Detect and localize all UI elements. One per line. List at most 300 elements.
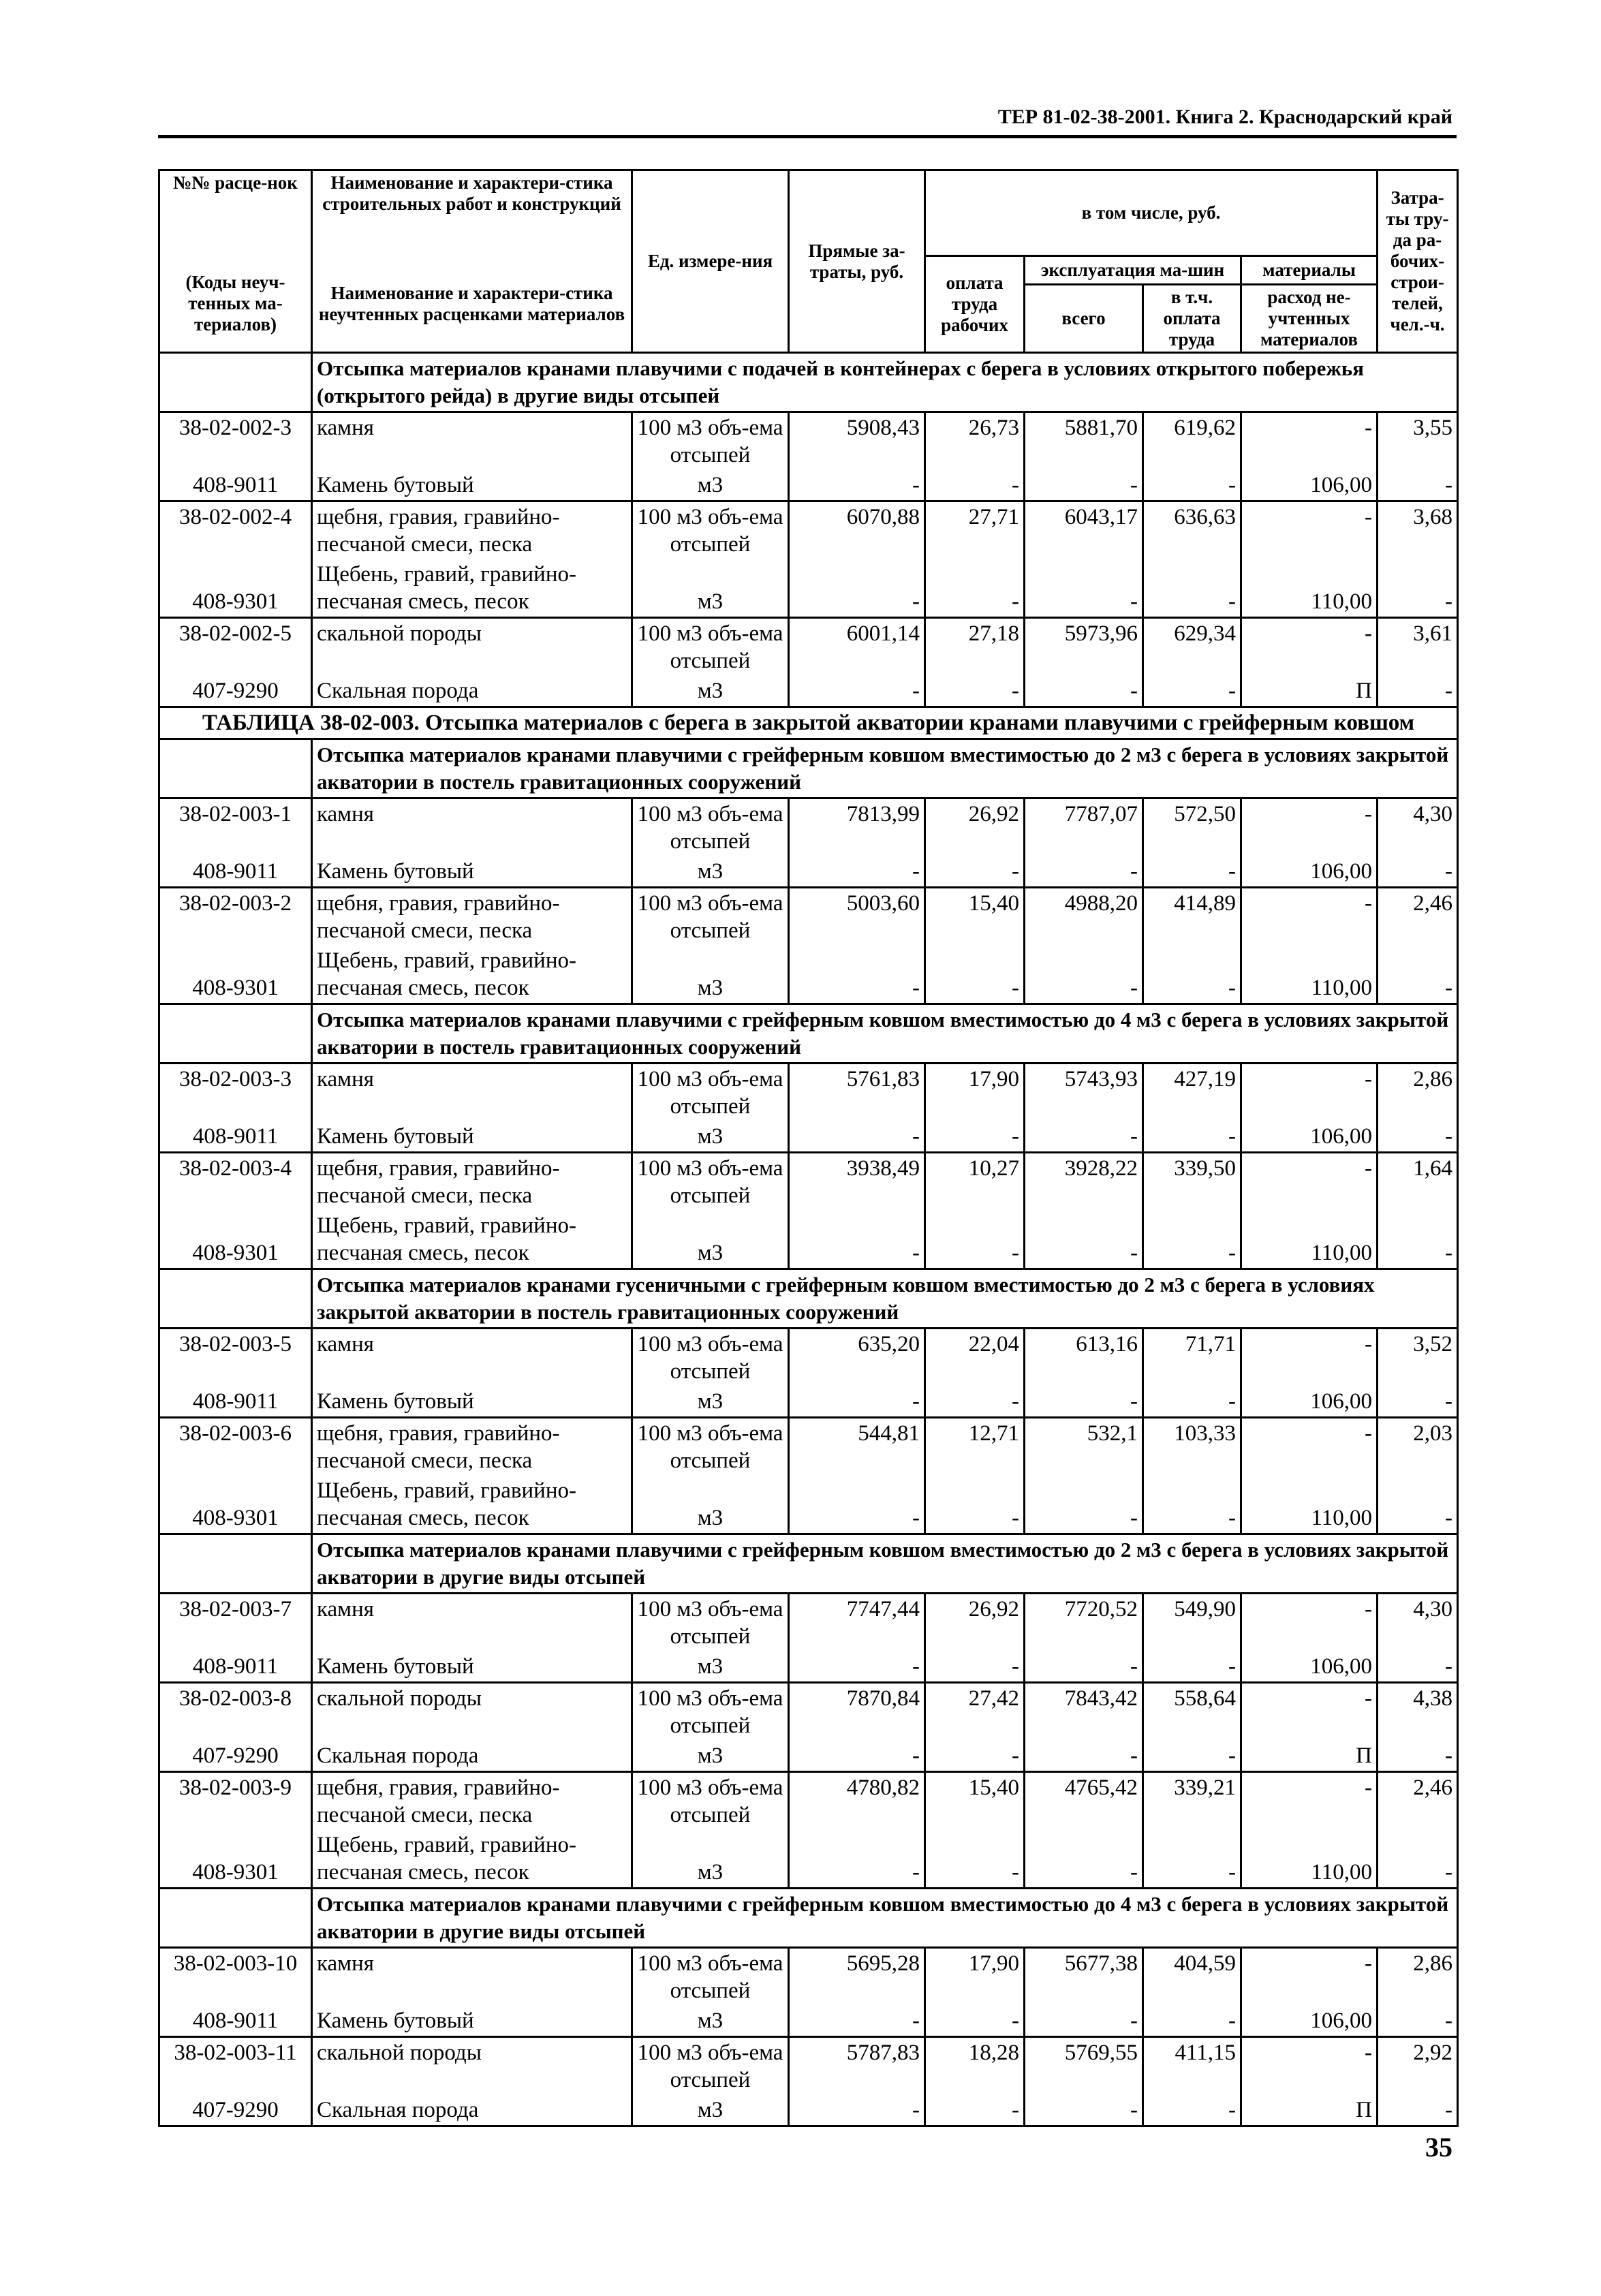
machines-total: 4988,20 bbox=[1025, 888, 1143, 946]
item-name: Щебень, гравий, гравийно-песчаная смесь, песок bbox=[312, 1830, 632, 1889]
header-machines-total: всего bbox=[1025, 285, 1143, 353]
material-row bbox=[159, 1741, 1458, 1772]
labor-pay: 26,92 bbox=[925, 1594, 1025, 1652]
direct-costs: - bbox=[789, 1121, 925, 1153]
labor-cost: - bbox=[1378, 1830, 1458, 1889]
item-name: Щебень, гравий, гравийно-песчаная смесь, песок bbox=[312, 946, 632, 1004]
unit: м3 bbox=[632, 856, 789, 888]
machines-total: - bbox=[1025, 1651, 1143, 1683]
materials-consumption: 106,00 bbox=[1241, 1386, 1378, 1418]
section-title: Отсыпка материалов кранами плавучими с грейферным ковшом вместимостью до 4 м3 с берега в условиях закрытой акватории в постель гравитационных сооружений bbox=[312, 1004, 1458, 1064]
item-name: Камень бутовый bbox=[312, 856, 632, 888]
materials-consumption: П bbox=[1241, 2095, 1378, 2126]
materials-consumption: 106,00 bbox=[1241, 2006, 1378, 2037]
unit: м3 bbox=[632, 1476, 789, 1534]
section-heading-row bbox=[159, 1889, 1458, 1948]
item-name: камня bbox=[312, 1329, 632, 1387]
direct-costs: - bbox=[789, 470, 925, 501]
machines-labor: 71,71 bbox=[1143, 1329, 1241, 1387]
labor-cost: 2,46 bbox=[1378, 1772, 1458, 1831]
machines-total: 7720,52 bbox=[1025, 1594, 1143, 1652]
machines-labor: - bbox=[1143, 559, 1241, 618]
unit: м3 bbox=[632, 676, 789, 707]
item-name: Камень бутовый bbox=[312, 470, 632, 501]
item-name: щебня, гравия, гравийно-песчаной смеси, песка bbox=[312, 1772, 632, 1831]
labor-cost: 1,64 bbox=[1378, 1153, 1458, 1211]
section-empty-cell bbox=[159, 1534, 312, 1594]
materials-consumption: - bbox=[1241, 1418, 1378, 1476]
direct-costs: - bbox=[789, 1830, 925, 1889]
machines-total: 6043,17 bbox=[1025, 501, 1143, 560]
section-heading-row bbox=[159, 1269, 1458, 1329]
labor-cost: - bbox=[1378, 676, 1458, 707]
item-name: Щебень, гравий, гравийно-песчаная смесь, песок bbox=[312, 559, 632, 618]
unit: 100 м3 объ-ема отсыпей bbox=[632, 1064, 789, 1122]
labor-cost: - bbox=[1378, 856, 1458, 888]
unit: 100 м3 объ-ема отсыпей bbox=[632, 1772, 789, 1831]
section-heading-row bbox=[159, 353, 1458, 412]
materials-consumption: - bbox=[1241, 618, 1378, 677]
machines-total: - bbox=[1025, 1121, 1143, 1153]
labor-pay: 15,40 bbox=[925, 1772, 1025, 1831]
table-title: ТАБЛИЦА 38-02-003. Отсыпка материалов с берега в закрытой акватории кранами плавучими с грейферным ковшом bbox=[159, 707, 1458, 739]
page-number: 35 bbox=[1425, 2132, 1452, 2162]
machines-labor: - bbox=[1143, 2006, 1241, 2037]
rate-code: 38-02-003-10 bbox=[159, 1948, 312, 2006]
direct-costs: 5787,83 bbox=[789, 2037, 925, 2096]
machines-labor: - bbox=[1143, 1476, 1241, 1534]
machines-labor: - bbox=[1143, 1211, 1241, 1269]
labor-pay: - bbox=[925, 470, 1025, 501]
machines-labor: - bbox=[1143, 1386, 1241, 1418]
item-name: Камень бутовый bbox=[312, 1651, 632, 1683]
labor-pay: - bbox=[925, 946, 1025, 1004]
work-row bbox=[159, 798, 1458, 857]
rate-code: 408-9301 bbox=[159, 1830, 312, 1889]
machines-total: - bbox=[1025, 946, 1143, 1004]
work-row bbox=[159, 501, 1458, 560]
item-name: камня bbox=[312, 1064, 632, 1122]
machines-total: 5743,93 bbox=[1025, 1064, 1143, 1122]
labor-pay: 10,27 bbox=[925, 1153, 1025, 1211]
rate-code: 408-9011 bbox=[159, 1651, 312, 1683]
header-code-materials: (Коды неуч-тенных ма-териалов) bbox=[159, 256, 312, 353]
machines-labor: 411,15 bbox=[1143, 2037, 1241, 2096]
machines-total: - bbox=[1025, 1830, 1143, 1889]
item-name: скальной породы bbox=[312, 1683, 632, 1741]
header-name-materials: Наименование и характери-стика неучтенных расценками материалов bbox=[312, 256, 632, 353]
rate-code: 38-02-003-11 bbox=[159, 2037, 312, 2096]
rate-code: 408-9011 bbox=[159, 2006, 312, 2037]
labor-cost: 2,46 bbox=[1378, 888, 1458, 946]
machines-labor: - bbox=[1143, 1830, 1241, 1889]
materials-consumption: - bbox=[1241, 1153, 1378, 1211]
labor-pay: - bbox=[925, 1386, 1025, 1418]
unit: м3 bbox=[632, 1386, 789, 1418]
material-row bbox=[159, 2095, 1458, 2126]
rate-code: 38-02-003-2 bbox=[159, 888, 312, 946]
machines-labor: 414,89 bbox=[1143, 888, 1241, 946]
labor-pay: 15,40 bbox=[925, 888, 1025, 946]
running-header: ТЕР 81-02-38-2001. Книга 2. Краснодарский край bbox=[997, 106, 1452, 128]
machines-total: 3928,22 bbox=[1025, 1153, 1143, 1211]
labor-cost: 4,30 bbox=[1378, 798, 1458, 857]
material-row bbox=[159, 2006, 1458, 2037]
rate-code: 38-02-002-4 bbox=[159, 501, 312, 560]
work-row bbox=[159, 412, 1458, 471]
header-labor-pay: оплата труда рабочих bbox=[925, 256, 1025, 353]
materials-consumption: 106,00 bbox=[1241, 1651, 1378, 1683]
labor-cost: - bbox=[1378, 1741, 1458, 1772]
labor-pay: 12,71 bbox=[925, 1418, 1025, 1476]
labor-pay: - bbox=[925, 2006, 1025, 2037]
materials-consumption: 106,00 bbox=[1241, 1121, 1378, 1153]
work-row bbox=[159, 618, 1458, 677]
rate-code: 38-02-002-3 bbox=[159, 412, 312, 471]
materials-consumption: П bbox=[1241, 1741, 1378, 1772]
materials-consumption: 110,00 bbox=[1241, 1476, 1378, 1534]
header-name: Наименование и характери-стика строительных работ и конструкций bbox=[312, 170, 632, 256]
machines-total: 5881,70 bbox=[1025, 412, 1143, 471]
machines-total: 4765,42 bbox=[1025, 1772, 1143, 1831]
labor-pay: - bbox=[925, 1476, 1025, 1534]
machines-total: - bbox=[1025, 2095, 1143, 2126]
labor-pay: 27,18 bbox=[925, 618, 1025, 677]
machines-labor: 404,59 bbox=[1143, 1948, 1241, 2006]
labor-pay: 22,04 bbox=[925, 1329, 1025, 1387]
materials-consumption: - bbox=[1241, 1948, 1378, 2006]
rate-code: 407-9290 bbox=[159, 676, 312, 707]
item-name: камня bbox=[312, 1594, 632, 1652]
rate-code: 38-02-003-9 bbox=[159, 1772, 312, 1831]
labor-cost: - bbox=[1378, 1651, 1458, 1683]
direct-costs: - bbox=[789, 1211, 925, 1269]
machines-labor: - bbox=[1143, 676, 1241, 707]
labor-cost: 3,55 bbox=[1378, 412, 1458, 471]
material-row bbox=[159, 559, 1458, 618]
header-labor-cost: Затра-ты тру-да ра-бочих-строи-телей, чел.-ч. bbox=[1378, 170, 1458, 353]
unit: м3 bbox=[632, 2006, 789, 2037]
unit: 100 м3 объ-ема отсыпей bbox=[632, 1418, 789, 1476]
machines-total: 613,16 bbox=[1025, 1329, 1143, 1387]
rate-code: 408-9301 bbox=[159, 946, 312, 1004]
section-heading-row bbox=[159, 739, 1458, 798]
section-empty-cell bbox=[159, 1004, 312, 1064]
header-including: в том числе, руб. bbox=[925, 170, 1378, 256]
unit: м3 bbox=[632, 1830, 789, 1889]
direct-costs: 635,20 bbox=[789, 1329, 925, 1387]
item-name: щебня, гравия, гравийно-песчаной смеси, песка bbox=[312, 1153, 632, 1211]
material-row bbox=[159, 470, 1458, 501]
unit: 100 м3 объ-ема отсыпей bbox=[632, 1594, 789, 1652]
direct-costs: 7747,44 bbox=[789, 1594, 925, 1652]
machines-total: 532,1 bbox=[1025, 1418, 1143, 1476]
labor-cost: - bbox=[1378, 470, 1458, 501]
machines-total: - bbox=[1025, 676, 1143, 707]
machines-total: - bbox=[1025, 559, 1143, 618]
materials-consumption: - bbox=[1241, 1683, 1378, 1741]
direct-costs: 544,81 bbox=[789, 1418, 925, 1476]
unit: м3 bbox=[632, 1211, 789, 1269]
section-title: Отсыпка материалов кранами плавучими с грейферным ковшом вместимостью до 2 м3 с берега в условиях закрытой акватории в постель гравитационных сооружений bbox=[312, 739, 1458, 798]
materials-consumption: 106,00 bbox=[1241, 856, 1378, 888]
machines-labor: - bbox=[1143, 470, 1241, 501]
materials-consumption: П bbox=[1241, 676, 1378, 707]
material-row bbox=[159, 1830, 1458, 1889]
labor-pay: 17,90 bbox=[925, 1064, 1025, 1122]
labor-cost: 4,38 bbox=[1378, 1683, 1458, 1741]
unit: м3 bbox=[632, 1741, 789, 1772]
machines-total: - bbox=[1025, 856, 1143, 888]
labor-cost: 2,03 bbox=[1378, 1418, 1458, 1476]
machines-total: 7843,42 bbox=[1025, 1683, 1143, 1741]
header-machines: эксплуатация ма-шин bbox=[1025, 256, 1241, 285]
machines-total: 7787,07 bbox=[1025, 798, 1143, 857]
unit: 100 м3 объ-ема отсыпей bbox=[632, 1683, 789, 1741]
material-row bbox=[159, 1386, 1458, 1418]
machines-total: - bbox=[1025, 1476, 1143, 1534]
rate-code: 407-9290 bbox=[159, 2095, 312, 2126]
machines-labor: 572,50 bbox=[1143, 798, 1241, 857]
section-title: Отсыпка материалов кранами плавучими с грейферным ковшом вместимостью до 4 м3 с берега в условиях закрытой акватории в другие виды отсыпей bbox=[312, 1889, 1458, 1948]
unit: м3 bbox=[632, 1121, 789, 1153]
unit: м3 bbox=[632, 470, 789, 501]
machines-labor: - bbox=[1143, 856, 1241, 888]
labor-pay: - bbox=[925, 1741, 1025, 1772]
labor-pay: - bbox=[925, 1211, 1025, 1269]
unit: 100 м3 объ-ема отсыпей bbox=[632, 1948, 789, 2006]
rate-code: 38-02-003-4 bbox=[159, 1153, 312, 1211]
table-title-row bbox=[159, 707, 1458, 739]
materials-consumption: 110,00 bbox=[1241, 1830, 1378, 1889]
labor-pay: 27,71 bbox=[925, 501, 1025, 560]
labor-cost: - bbox=[1378, 559, 1458, 618]
work-row bbox=[159, 1772, 1458, 1831]
item-name: Скальная порода bbox=[312, 1741, 632, 1772]
labor-pay: 17,90 bbox=[925, 1948, 1025, 2006]
labor-cost: - bbox=[1378, 1211, 1458, 1269]
item-name: щебня, гравия, гравийно-песчаной смеси, песка bbox=[312, 888, 632, 946]
rate-code: 408-9011 bbox=[159, 1386, 312, 1418]
rate-code: 408-9301 bbox=[159, 559, 312, 618]
labor-cost: 3,52 bbox=[1378, 1329, 1458, 1387]
header-code: №№ расце-нок bbox=[159, 170, 312, 256]
machines-labor: 339,21 bbox=[1143, 1772, 1241, 1831]
direct-costs: - bbox=[789, 1476, 925, 1534]
machines-labor: 103,33 bbox=[1143, 1418, 1241, 1476]
labor-pay: 18,28 bbox=[925, 2037, 1025, 2096]
direct-costs: - bbox=[789, 1386, 925, 1418]
item-name: Камень бутовый bbox=[312, 1121, 632, 1153]
machines-labor: 549,90 bbox=[1143, 1594, 1241, 1652]
work-row bbox=[159, 1594, 1458, 1652]
direct-costs: - bbox=[789, 1741, 925, 1772]
material-row bbox=[159, 946, 1458, 1004]
item-name: скальной породы bbox=[312, 2037, 632, 2096]
labor-pay: 26,73 bbox=[925, 412, 1025, 471]
direct-costs: - bbox=[789, 2006, 925, 2037]
machines-labor: 636,63 bbox=[1143, 501, 1241, 560]
direct-costs: - bbox=[789, 856, 925, 888]
direct-costs: 5908,43 bbox=[789, 412, 925, 471]
unit: м3 bbox=[632, 1651, 789, 1683]
machines-labor: - bbox=[1143, 946, 1241, 1004]
unit: 100 м3 объ-ема отсыпей bbox=[632, 798, 789, 857]
material-row bbox=[159, 1651, 1458, 1683]
unit: 100 м3 объ-ема отсыпей bbox=[632, 888, 789, 946]
item-name: скальной породы bbox=[312, 618, 632, 677]
item-name: Щебень, гравий, гравийно-песчаная смесь, песок bbox=[312, 1476, 632, 1534]
materials-consumption: - bbox=[1241, 1064, 1378, 1122]
labor-cost: - bbox=[1378, 2095, 1458, 2126]
direct-costs: 5003,60 bbox=[789, 888, 925, 946]
section-heading-row bbox=[159, 1534, 1458, 1594]
rate-code: 38-02-003-5 bbox=[159, 1329, 312, 1387]
labor-pay: - bbox=[925, 856, 1025, 888]
direct-costs: 5695,28 bbox=[789, 1948, 925, 2006]
direct-costs: 6070,88 bbox=[789, 501, 925, 560]
material-row bbox=[159, 1211, 1458, 1269]
machines-labor: - bbox=[1143, 1121, 1241, 1153]
rate-code: 407-9290 bbox=[159, 1741, 312, 1772]
section-empty-cell bbox=[159, 1269, 312, 1329]
direct-costs: 6001,14 bbox=[789, 618, 925, 677]
materials-consumption: - bbox=[1241, 1594, 1378, 1652]
rate-code: 408-9011 bbox=[159, 470, 312, 501]
header-direct-costs: Прямые за-траты, руб. bbox=[789, 170, 925, 353]
rate-code: 408-9011 bbox=[159, 1121, 312, 1153]
item-name: Скальная порода bbox=[312, 2095, 632, 2126]
materials-consumption: - bbox=[1241, 798, 1378, 857]
work-row bbox=[159, 1064, 1458, 1122]
header-machines-labor: в т.ч. оплата труда bbox=[1143, 285, 1241, 353]
labor-pay: - bbox=[925, 1121, 1025, 1153]
rate-code: 38-02-003-3 bbox=[159, 1064, 312, 1122]
machines-labor: 558,64 bbox=[1143, 1683, 1241, 1741]
materials-consumption: 110,00 bbox=[1241, 946, 1378, 1004]
machines-total: - bbox=[1025, 1386, 1143, 1418]
rate-code: 38-02-002-5 bbox=[159, 618, 312, 677]
item-name: Скальная порода bbox=[312, 676, 632, 707]
machines-total: - bbox=[1025, 2006, 1143, 2037]
materials-consumption: 110,00 bbox=[1241, 559, 1378, 618]
direct-costs: 5761,83 bbox=[789, 1064, 925, 1122]
machines-labor: - bbox=[1143, 2095, 1241, 2126]
unit: 100 м3 объ-ема отсыпей bbox=[632, 2037, 789, 2096]
machines-labor: 629,34 bbox=[1143, 618, 1241, 677]
materials-consumption: - bbox=[1241, 501, 1378, 560]
machines-labor: - bbox=[1143, 1741, 1241, 1772]
materials-consumption: 106,00 bbox=[1241, 470, 1378, 501]
materials-consumption: - bbox=[1241, 1329, 1378, 1387]
labor-cost: 3,68 bbox=[1378, 501, 1458, 560]
header-rule bbox=[158, 135, 1457, 138]
item-name: камня bbox=[312, 798, 632, 857]
machines-total: 5677,38 bbox=[1025, 1948, 1143, 2006]
unit: 100 м3 объ-ема отсыпей bbox=[632, 1153, 789, 1211]
rate-code: 408-9011 bbox=[159, 856, 312, 888]
header-materials-unaccounted: расход не-учтенных материалов bbox=[1241, 285, 1378, 353]
rate-code: 38-02-003-1 bbox=[159, 798, 312, 857]
labor-cost: 4,30 bbox=[1378, 1594, 1458, 1652]
rate-code: 408-9301 bbox=[159, 1476, 312, 1534]
direct-costs: 3938,49 bbox=[789, 1153, 925, 1211]
labor-cost: - bbox=[1378, 946, 1458, 1004]
machines-labor: 339,50 bbox=[1143, 1153, 1241, 1211]
item-name: щебня, гравия, гравийно-песчаной смеси, песка bbox=[312, 1418, 632, 1476]
direct-costs: - bbox=[789, 1651, 925, 1683]
materials-consumption: - bbox=[1241, 1772, 1378, 1831]
machines-total: 5973,96 bbox=[1025, 618, 1143, 677]
labor-cost: 2,92 bbox=[1378, 2037, 1458, 2096]
material-row bbox=[159, 1121, 1458, 1153]
machines-labor: 619,62 bbox=[1143, 412, 1241, 471]
section-empty-cell bbox=[159, 739, 312, 798]
materials-consumption: 110,00 bbox=[1241, 1211, 1378, 1269]
work-row bbox=[159, 1948, 1458, 2006]
labor-cost: - bbox=[1378, 1121, 1458, 1153]
labor-pay: - bbox=[925, 1651, 1025, 1683]
item-name: Камень бутовый bbox=[312, 2006, 632, 2037]
labor-pay: - bbox=[925, 2095, 1025, 2126]
item-name: Щебень, гравий, гравийно-песчаная смесь, песок bbox=[312, 1211, 632, 1269]
unit: 100 м3 объ-ема отсыпей bbox=[632, 412, 789, 471]
materials-consumption: - bbox=[1241, 888, 1378, 946]
rate-code: 408-9301 bbox=[159, 1211, 312, 1269]
section-heading-row bbox=[159, 1004, 1458, 1064]
section-empty-cell bbox=[159, 353, 312, 412]
section-title: Отсыпка материалов кранами гусеничными с грейферным ковшом вместимостью до 2 м3 с берега в условиях закрытой акватории в постель гравитационных сооружений bbox=[312, 1269, 1458, 1329]
item-name: камня bbox=[312, 412, 632, 471]
unit: 100 м3 объ-ема отсыпей bbox=[632, 618, 789, 677]
machines-total: 5769,55 bbox=[1025, 2037, 1143, 2096]
material-row bbox=[159, 676, 1458, 707]
labor-pay: - bbox=[925, 559, 1025, 618]
material-row bbox=[159, 1476, 1458, 1534]
work-row bbox=[159, 2037, 1458, 2096]
machines-total: - bbox=[1025, 470, 1143, 501]
machines-total: - bbox=[1025, 1211, 1143, 1269]
unit: м3 bbox=[632, 946, 789, 1004]
item-name: камня bbox=[312, 1948, 632, 2006]
direct-costs: - bbox=[789, 946, 925, 1004]
labor-cost: - bbox=[1378, 1386, 1458, 1418]
item-name: Камень бутовый bbox=[312, 1386, 632, 1418]
labor-cost: 3,61 bbox=[1378, 618, 1458, 677]
labor-pay: - bbox=[925, 676, 1025, 707]
labor-pay: - bbox=[925, 1830, 1025, 1889]
direct-costs: 4780,82 bbox=[789, 1772, 925, 1831]
labor-cost: - bbox=[1378, 1476, 1458, 1534]
machines-labor: 427,19 bbox=[1143, 1064, 1241, 1122]
item-name: щебня, гравия, гравийно-песчаной смеси, песка bbox=[312, 501, 632, 560]
material-row bbox=[159, 856, 1458, 888]
materials-consumption: - bbox=[1241, 412, 1378, 471]
labor-pay: 26,92 bbox=[925, 798, 1025, 857]
header-unit: Ед. измере-ния bbox=[632, 170, 789, 353]
machines-labor: - bbox=[1143, 1651, 1241, 1683]
machines-total: - bbox=[1025, 1741, 1143, 1772]
direct-costs: 7870,84 bbox=[789, 1683, 925, 1741]
section-title: Отсыпка материалов кранами плавучими с подачей в контейнерах с берега в условиях открытого побережья (открытого рейда) в другие виды отсыпей bbox=[312, 353, 1458, 412]
work-row bbox=[159, 1153, 1458, 1211]
labor-pay: 27,42 bbox=[925, 1683, 1025, 1741]
section-empty-cell bbox=[159, 1889, 312, 1948]
direct-costs: - bbox=[789, 559, 925, 618]
unit: 100 м3 объ-ема отсыпей bbox=[632, 1329, 789, 1387]
work-row bbox=[159, 888, 1458, 946]
unit: м3 bbox=[632, 2095, 789, 2126]
